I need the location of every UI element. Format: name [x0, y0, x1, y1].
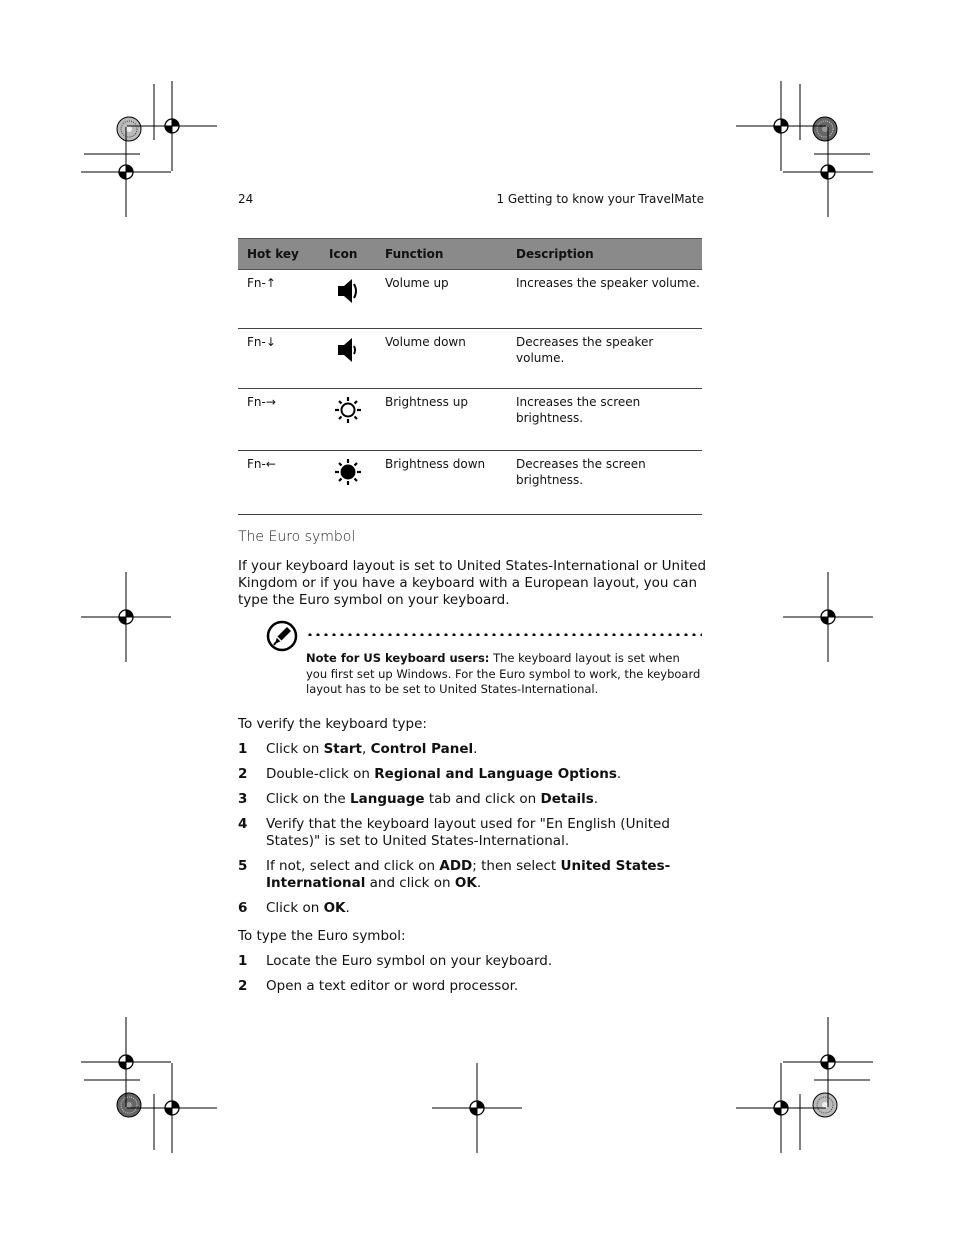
hotkey-cell: Fn-↓: [238, 329, 320, 389]
description-cell: Decreases the screen brightness.: [507, 451, 702, 515]
step-number: 6: [238, 900, 248, 916]
step-number: 2: [238, 978, 248, 994]
column-header-hotkey: Hot key: [238, 239, 320, 270]
table-row: [238, 270, 702, 329]
description-cell: Decreases the speaker volume.: [507, 329, 702, 389]
chapter-title: 1 Getting to know your TravelMate: [496, 192, 704, 206]
step-text: Click on Start, Control Panel.: [266, 741, 478, 757]
note-pen-icon: [266, 620, 298, 656]
note-lead: Note for US keyboard users:: [306, 651, 490, 665]
note-divider: [306, 633, 702, 636]
step-text: Double-click on Regional and Language Options.: [266, 766, 622, 782]
table-row: [238, 451, 702, 515]
description-cell: Increases the speaker volume.: [507, 270, 702, 329]
hotkey-cell: Fn-↑: [238, 270, 320, 329]
hotkey-cell: Fn-←: [238, 451, 320, 515]
function-cell: Volume up: [376, 270, 507, 329]
step-text: If not, select and click on ADD; then select United States-International and click on OK.: [266, 858, 671, 891]
step-text: Click on OK.: [266, 900, 350, 916]
step-number: 4: [238, 816, 248, 832]
step-text: Open a text editor or word processor.: [266, 978, 519, 994]
step-number: 1: [238, 953, 248, 969]
step-number: 3: [238, 791, 248, 807]
column-header-description: Description: [507, 239, 702, 270]
step-number: 1: [238, 741, 248, 757]
function-cell: Brightness down: [376, 451, 507, 515]
note-body: The keyboard layout is set when you first set up Windows. For the Euro symbol to work, the keyboard layout has to be set to United States-International.: [306, 651, 701, 696]
verify-intro: To verify the keyboard type:: [238, 716, 427, 732]
table-row: [238, 389, 702, 451]
hotkey-table: [238, 238, 702, 515]
column-header-icon: Icon: [320, 239, 376, 270]
intro-paragraph: If your keyboard layout is set to United States-International or United Kingdom or if you have a keyboard with a European layout, you can type the Euro symbol on your keyboard.: [238, 558, 707, 608]
type-euro-intro: To type the Euro symbol:: [238, 928, 406, 944]
hotkey-cell: Fn-→: [238, 389, 320, 451]
star-target-mark: [117, 117, 141, 141]
brightness-down-icon: [320, 451, 376, 515]
function-cell: Volume down: [376, 329, 507, 389]
function-cell: Brightness up: [376, 389, 507, 451]
speaker-up-icon: [320, 270, 376, 329]
section-title: The Euro symbol: [238, 529, 356, 545]
step-number: 5: [238, 858, 248, 874]
brightness-up-icon: [320, 389, 376, 451]
table-row: [238, 329, 702, 389]
step-text: Verify that the keyboard layout used for "En English (United States)" is set to United States-International.: [266, 816, 670, 849]
speaker-down-icon: [320, 329, 376, 389]
page-number: 24: [238, 192, 254, 206]
step-text: Locate the Euro symbol on your keyboard.: [266, 953, 553, 969]
table-header-row: [238, 239, 702, 270]
description-cell: Increases the screen brightness.: [507, 389, 702, 451]
column-header-function: Function: [376, 239, 507, 270]
step-number: 2: [238, 766, 248, 782]
step-text: Click on the Language tab and click on Details.: [266, 791, 599, 807]
note-text: [306, 651, 702, 698]
